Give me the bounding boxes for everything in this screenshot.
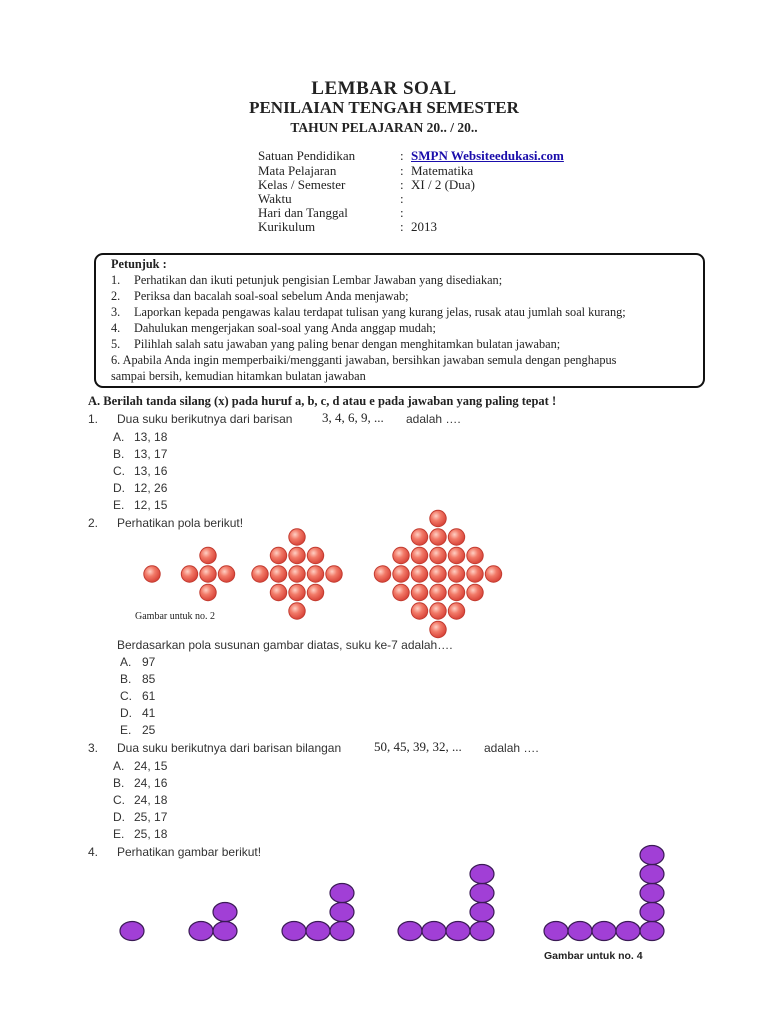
red-dot — [411, 584, 427, 600]
question-text: Dua suku berikutnya dari barisan bilangan — [117, 741, 342, 755]
instruction-num: 2. — [111, 289, 121, 303]
option-letter[interactable]: A. — [113, 759, 125, 773]
purple-dot — [616, 922, 640, 941]
question-number: 2. — [88, 516, 99, 530]
purple-dot — [330, 903, 354, 922]
instruction-text: sampai bersih, kemudian hitamkan bulatan jawaban — [111, 369, 366, 383]
purple-dot — [470, 903, 494, 922]
red-dot — [448, 584, 464, 600]
question-text: Dua suku berikutnya dari barisan — [117, 412, 293, 426]
figure-caption: Gambar untuk no. 2 — [135, 611, 215, 622]
red-dot — [218, 566, 234, 582]
question-number: 3. — [88, 741, 99, 755]
sequence-math: 3, 4, 6, 9, ... — [322, 410, 384, 425]
school-year: TAHUN PELAJARAN 20.. / 20.. — [290, 120, 478, 135]
option-text[interactable]: 13, 16 — [134, 464, 168, 478]
red-dot — [448, 566, 464, 582]
red-dot — [448, 547, 464, 563]
option-text[interactable]: 97 — [142, 655, 156, 669]
purple-dot — [213, 922, 237, 941]
red-dot — [430, 547, 446, 563]
info-label: Satuan Pendidikan — [258, 148, 356, 163]
option-letter[interactable]: C. — [120, 689, 132, 703]
option-text[interactable]: 41 — [142, 706, 156, 720]
purple-dot — [330, 922, 354, 941]
purple-dot — [398, 922, 422, 941]
red-dot — [289, 547, 305, 563]
red-dot — [485, 566, 501, 582]
red-dot — [467, 547, 483, 563]
instruction-text: Perhatikan dan ikuti petunjuk pengisian Lembar Jawaban yang disediakan; — [134, 273, 503, 287]
purple-dot — [330, 884, 354, 903]
question-number: 4. — [88, 845, 99, 859]
option-text[interactable]: 24, 18 — [134, 793, 168, 807]
red-dot — [144, 566, 160, 582]
option-letter[interactable]: D. — [113, 810, 125, 824]
red-dot — [430, 529, 446, 545]
info-label: Kurikulum — [258, 219, 316, 234]
option-letter[interactable]: C. — [113, 793, 125, 807]
option-text[interactable]: 24, 15 — [134, 759, 168, 773]
option-text[interactable]: 13, 17 — [134, 447, 168, 461]
question-text: Perhatikan gambar berikut! — [117, 845, 262, 859]
info-colon: : — [400, 177, 404, 192]
purple-dot — [422, 922, 446, 941]
option-letter[interactable]: E. — [120, 723, 132, 737]
red-dot — [448, 529, 464, 545]
purple-dot — [282, 922, 306, 941]
info-label: Waktu — [258, 191, 292, 206]
option-letter[interactable]: A. — [113, 430, 125, 444]
instruction-num: 4. — [111, 321, 121, 335]
option-letter[interactable]: B. — [120, 672, 132, 686]
red-dot — [200, 584, 216, 600]
option-letter[interactable]: E. — [113, 827, 125, 841]
red-dot — [307, 584, 323, 600]
school-link[interactable]: SMPN Websiteedukasi.com — [411, 148, 564, 163]
purple-dot — [189, 922, 213, 941]
red-dot — [467, 566, 483, 582]
red-dot — [270, 566, 286, 582]
page-title: LEMBAR SOAL — [311, 78, 457, 99]
red-dot — [430, 566, 446, 582]
red-dot — [270, 547, 286, 563]
info-value: Matematika — [411, 163, 474, 178]
instruction-num: 5. — [111, 337, 121, 351]
red-dot — [430, 603, 446, 619]
purple-dot — [470, 865, 494, 884]
purple-dot — [640, 865, 664, 884]
purple-dot — [640, 922, 664, 941]
option-letter[interactable]: E. — [113, 498, 125, 512]
figure-caption: Gambar untuk no. 4 — [544, 950, 643, 962]
question-number: 1. — [88, 412, 99, 426]
purple-dot — [640, 846, 664, 865]
question-suffix: adalah …. — [484, 741, 539, 755]
red-dot — [270, 584, 286, 600]
red-dot — [411, 529, 427, 545]
question-stem: Berdasarkan pola susunan gambar diatas, suku ke-7 adalah…. — [117, 638, 453, 652]
red-dot — [430, 621, 446, 637]
info-label: Kelas / Semester — [258, 177, 346, 192]
option-text[interactable]: 25 — [142, 723, 156, 737]
info-colon: : — [400, 163, 404, 178]
red-dot — [467, 584, 483, 600]
option-letter[interactable]: A. — [120, 655, 132, 669]
option-letter[interactable]: C. — [113, 464, 125, 478]
instructions-title: Petunjuk : — [111, 257, 167, 271]
sequence-math: 50, 45, 39, 32, ... — [374, 739, 462, 754]
red-dot — [289, 566, 305, 582]
info-colon: : — [400, 191, 404, 206]
info-label: Mata Pelajaran — [258, 163, 337, 178]
option-text[interactable]: 24, 16 — [134, 776, 168, 790]
info-label: Hari dan Tanggal — [258, 205, 348, 220]
info-colon: : — [400, 148, 404, 163]
instruction-text: 6. Apabila Anda ingin memperbaiki/mengganti jawaban, bersihkan jawaban semula dengan penghapus — [111, 353, 617, 367]
red-dot — [326, 566, 342, 582]
instruction-text: Pilihlah salah satu jawaban yang paling benar dengan menghitamkan bulatan jawaban; — [134, 337, 561, 351]
red-dot — [289, 603, 305, 619]
red-dot — [289, 529, 305, 545]
red-dot — [307, 566, 323, 582]
purple-dot — [640, 903, 664, 922]
info-colon: : — [400, 219, 404, 234]
instruction-num: 1. — [111, 273, 121, 287]
option-letter[interactable]: D. — [113, 481, 125, 495]
option-text[interactable]: 12, 15 — [134, 498, 168, 512]
info-value: XI / 2 (Dua) — [411, 177, 475, 192]
option-text[interactable]: 25, 17 — [134, 810, 168, 824]
red-dot — [393, 547, 409, 563]
purple-dot — [470, 922, 494, 941]
purple-dot — [470, 884, 494, 903]
purple-dot — [120, 922, 144, 941]
option-text[interactable]: 85 — [142, 672, 156, 686]
option-text[interactable]: 25, 18 — [134, 827, 168, 841]
red-dot — [411, 566, 427, 582]
purple-dot — [568, 922, 592, 941]
option-text[interactable]: 61 — [142, 689, 156, 703]
red-dot — [200, 566, 216, 582]
question-suffix: adalah …. — [406, 412, 461, 426]
option-text[interactable]: 13, 18 — [134, 430, 168, 444]
purple-dot — [213, 903, 237, 922]
option-letter[interactable]: D. — [120, 706, 132, 720]
red-dot — [430, 584, 446, 600]
exam-subtitle: PENILAIAN TENGAH SEMESTER — [249, 98, 519, 117]
red-dot — [411, 547, 427, 563]
purple-dot — [446, 922, 470, 941]
purple-dot — [640, 884, 664, 903]
option-text[interactable]: 12, 26 — [134, 481, 168, 495]
instruction-text: Periksa dan bacalah soal-soal sebelum Anda menjawab; — [134, 289, 409, 303]
red-dot — [307, 547, 323, 563]
red-dot — [430, 510, 446, 526]
info-value: 2013 — [411, 219, 437, 234]
purple-dot — [592, 922, 616, 941]
purple-dot-figure — [120, 846, 664, 941]
red-dot — [200, 547, 216, 563]
instruction-text: Dahulukan mengerjakan soal-soal yang Anda anggap mudah; — [134, 321, 436, 335]
red-dot — [448, 603, 464, 619]
question-text: Perhatikan pola berikut! — [117, 516, 244, 530]
instruction-num: 3. — [111, 305, 121, 319]
red-dot — [393, 566, 409, 582]
purple-dot — [544, 922, 568, 941]
section-a-heading: A. Berilah tanda silang (x) pada huruf a, b, c, d atau e pada jawaban yang paling tepat ! — [88, 394, 557, 408]
option-letter[interactable]: B. — [113, 776, 125, 790]
red-dot — [393, 584, 409, 600]
purple-dot — [306, 922, 330, 941]
info-colon: : — [400, 205, 404, 220]
red-dot — [374, 566, 390, 582]
red-dot — [252, 566, 268, 582]
option-letter[interactable]: B. — [113, 447, 125, 461]
red-dot — [411, 603, 427, 619]
red-dot — [289, 584, 305, 600]
red-dot — [181, 566, 197, 582]
instruction-text: Laporkan kepada pengawas kalau terdapat tulisan yang kurang jelas, rusak atau jumlah soal kurang; — [134, 305, 626, 319]
